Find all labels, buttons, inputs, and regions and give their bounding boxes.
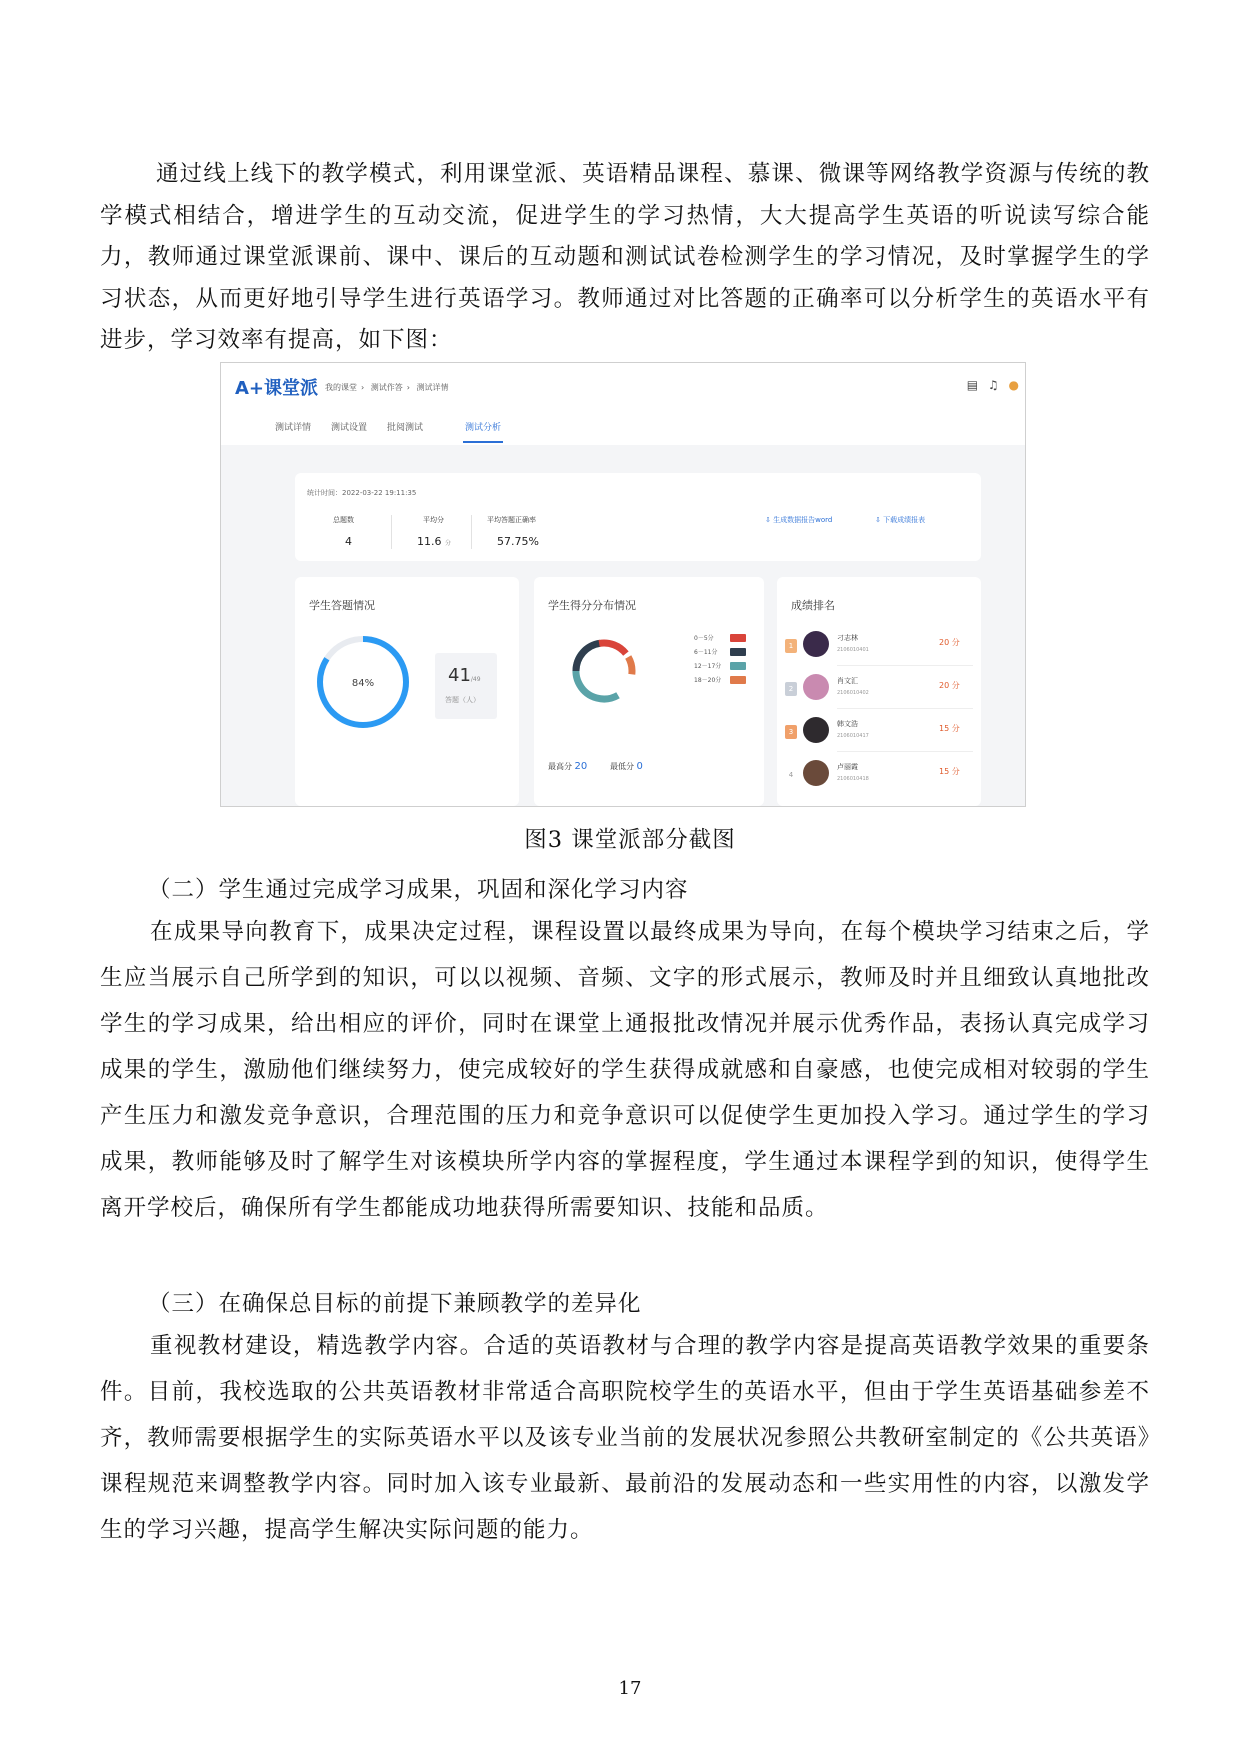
student-name: 卢丽霞 xyxy=(837,763,858,771)
calendar-icon[interactable]: ▤ xyxy=(966,378,979,392)
student-score: 15 分 xyxy=(939,724,960,733)
student-id: 2106010402 xyxy=(837,690,869,696)
tab-test-analysis[interactable]: 测试分析 xyxy=(465,423,502,433)
ranking-card xyxy=(777,577,981,806)
student-score: 15 分 xyxy=(939,767,960,776)
stat-label: 总题数 xyxy=(333,516,354,524)
top-icons xyxy=(961,378,1019,392)
section-heading-2: （二）学生通过完成学习成果，巩固和深化学习内容 xyxy=(148,877,689,903)
distribution-donut xyxy=(564,631,644,711)
rank-row[interactable] xyxy=(777,625,981,673)
top-bar xyxy=(221,363,1025,409)
paragraph-2: 在成果导向教育下，成果决定过程，课程设置以最终成果为导向，在每个模块学习结束之后，学生应当展示自己所学到的知识，可以以视频、音频、文字的形式展示，教师及时并且细致认真地批改学生的学习成果，给出相应的评价，同时在课堂上通报批改情况并展示优秀作品，表扬认真完成学习成果的学生，激励他们继续努力，使完成较好的学生获得成就感和自豪感，也使完成相对较弱的学生产生压力和激发竞争意识，合理范围的压力和竞争意识可以促使学生更加投入学习。通过学生的学习成果，教师能够及时了解学生对该模块所学内容的掌握程度，学生通过本课程学到的知识，使得学生离开学校后，确保所有学生都能成功地获得所需要知识、技能和品质。 xyxy=(100,919,1150,1221)
stat-label: 平均答题正确率 xyxy=(487,516,536,524)
section-heading-3: （三）在确保总目标的前提下兼顾教学的差异化 xyxy=(148,1291,642,1317)
card-title: 学生答题情况 xyxy=(309,599,375,612)
bell-icon[interactable]: ♫ xyxy=(987,378,999,392)
rank-badge: 3 xyxy=(785,725,797,739)
legend-swatch xyxy=(730,662,746,670)
student-name: 肖文汇 xyxy=(837,677,858,685)
rank-row[interactable] xyxy=(777,668,981,716)
paragraph-3: 重视教材建设，精选教学内容。合适的英语教材与合理的教学内容是提高英语教学效果的重要条件。目前，我校选取的公共英语教材非常适合高职院校学生的英语水平，但由于学生英语基础参差不齐，教师需要根据学生的实际英语水平以及该专业当前的发展状况参照公共教研室制定的《公共英语》课程规范来调整教学内容。同时加入该专业最新、最前沿的发展动态和一些实用性的内容，以激发学生的学习兴趣，提高学生解决实际问题的能力。 xyxy=(100,1333,1150,1543)
paragraph-1: 通过线上线下的教学模式，利用课堂派、英语精品课程、慕课、微课等网络教学资源与传统的教学模式相结合，增进学生的互动交流，促进学生的学习热情，大大提高学生英语的听说读写综合能力，教师通过课堂派课前、课中、课后的互动题和测试试卷检测学生的学习情况，及时掌握学生的学习状态，从而更好地引导学生进行英语学习。教师通过对比答题的正确率可以分析学生的英语水平有进步，学习效率有提高，如下图： xyxy=(100,161,1150,353)
student-id: 2106010418 xyxy=(837,776,869,782)
tab-test-settings[interactable]: 测试设置 xyxy=(331,423,368,433)
avatar xyxy=(803,631,829,657)
answer-count: 41/49 xyxy=(448,665,481,686)
avatar-icon[interactable]: ● xyxy=(1008,378,1019,392)
legend-swatch xyxy=(730,648,746,656)
stat-label: 平均分 xyxy=(423,516,444,524)
student-score: 20 分 xyxy=(939,638,960,647)
avatar xyxy=(803,674,829,700)
legend-swatch xyxy=(730,634,746,642)
student-name: 刁志林 xyxy=(837,634,858,642)
legend-item: 6－11分 xyxy=(694,649,718,656)
generate-report-link[interactable]: ⇩ 生成数据报告word xyxy=(765,516,833,524)
rank-row[interactable] xyxy=(777,754,981,802)
avatar xyxy=(803,760,829,786)
page-number: 17 xyxy=(618,1678,642,1699)
stat-value: 57.75% xyxy=(497,535,539,548)
stat-value: 4 xyxy=(345,535,352,548)
lowest-score: 最低分 0 xyxy=(610,761,643,772)
student-name: 韩文浩 xyxy=(837,720,858,728)
download-scores-link[interactable]: ⇩ 下载成绩报表 xyxy=(875,516,926,524)
breadcrumb-item[interactable]: 我的课堂 xyxy=(325,383,357,392)
avatar xyxy=(803,717,829,743)
card-title: 学生得分分布情况 xyxy=(548,599,636,612)
breadcrumb-item: 测试详情 xyxy=(416,383,449,392)
student-id: 2106010401 xyxy=(837,647,869,653)
answer-status-card xyxy=(295,577,519,806)
tab-test-detail[interactable]: 测试详情 xyxy=(275,423,312,433)
student-score: 20 分 xyxy=(939,681,960,690)
legend-item: 12－17分 xyxy=(694,663,722,670)
student-id: 2106010417 xyxy=(837,733,869,739)
answer-percent: 84% xyxy=(351,678,375,689)
app-logo[interactable]: A+课堂派 xyxy=(235,378,319,399)
active-tab-indicator xyxy=(463,441,503,443)
rank-badge: 2 xyxy=(785,682,797,696)
breadcrumb-item[interactable]: 测试作答 xyxy=(370,383,403,392)
rank-badge: 1 xyxy=(785,639,797,653)
rank-badge: 4 xyxy=(785,768,797,782)
legend-item: 0－5分 xyxy=(694,635,714,642)
stat-value: 11.6 分 xyxy=(417,535,452,548)
tab-grade-test[interactable]: 批阅测试 xyxy=(387,423,424,433)
answer-donut xyxy=(313,627,413,737)
rank-row[interactable] xyxy=(777,711,981,759)
ketangpai-screenshot xyxy=(220,362,1026,807)
legend-swatch xyxy=(730,676,746,684)
figure-caption: 图3 课堂派部分截图 xyxy=(524,827,736,853)
answer-count-box xyxy=(435,653,497,719)
tab-bar xyxy=(221,409,1025,445)
stats-time: 统计时间：2022-03-22 19:11:35 xyxy=(307,489,417,497)
breadcrumb: 我的课堂 › 测试作答 › 测试详情 xyxy=(325,383,449,392)
card-title: 成绩排名 xyxy=(791,599,835,612)
score-distribution-card xyxy=(534,577,764,806)
summary-card xyxy=(295,473,981,561)
legend-item: 18－20分 xyxy=(694,677,722,684)
answer-count-label: 答题（人） xyxy=(445,696,480,704)
highest-score: 最高分 20 xyxy=(548,761,588,772)
